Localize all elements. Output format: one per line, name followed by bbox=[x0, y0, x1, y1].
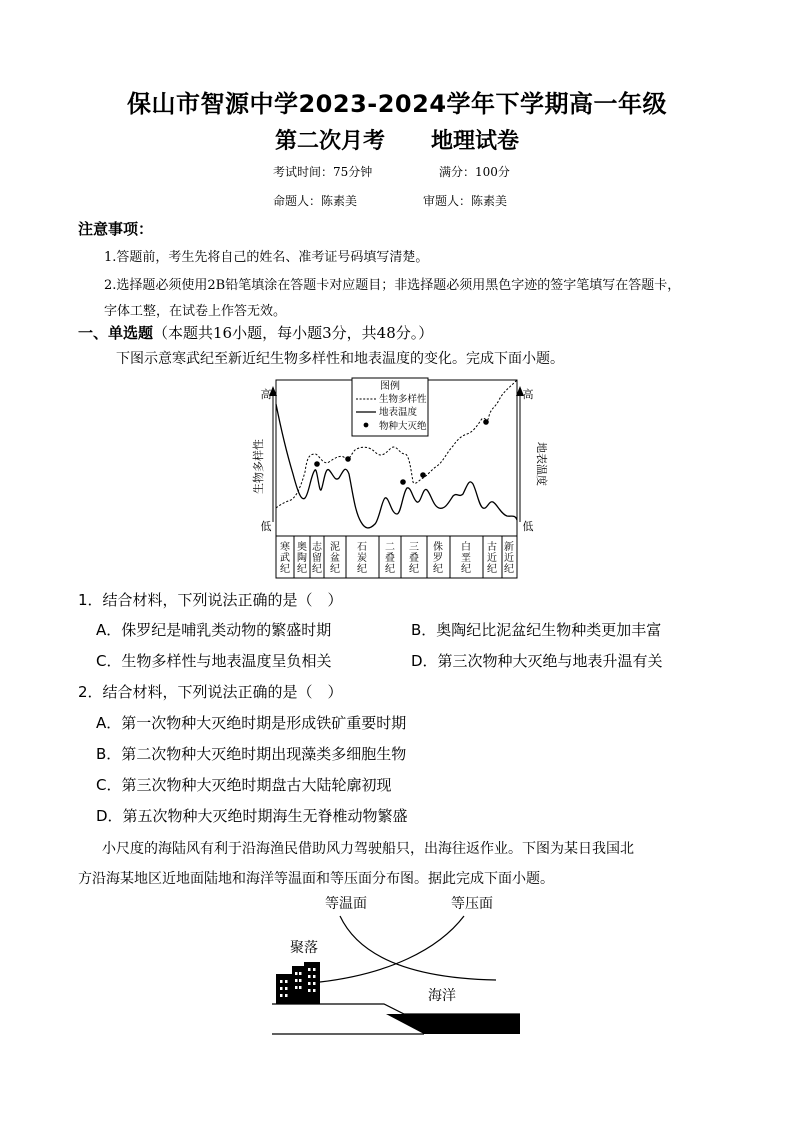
left-axis-low: 低 bbox=[260, 520, 272, 533]
period-label: 新近纪 bbox=[504, 542, 514, 575]
question-2-option-b[interactable]: B．第二次物种大灭绝时期出现藻类多细胞生物 bbox=[96, 745, 407, 763]
right-axis-label: 地表温度 bbox=[535, 442, 548, 486]
notice-item-2-line2: 字体工整，在试卷上作答无效。 bbox=[104, 304, 287, 319]
subject-name: 地理试卷 bbox=[431, 129, 520, 154]
period-label: 二叠纪 bbox=[385, 542, 395, 575]
notice-heading: 注意事项： bbox=[78, 220, 154, 238]
question-2-option-c[interactable]: C．第三次物种大灭绝时期盘古大陆轮廓初现 bbox=[96, 776, 392, 794]
exam-title-line2 bbox=[0, 124, 794, 155]
right-axis-low: 低 bbox=[522, 520, 534, 533]
isotherm-curve bbox=[340, 916, 496, 980]
period-label: 古近纪 bbox=[487, 542, 497, 575]
isobar-curve bbox=[320, 916, 464, 982]
ocean-label: 海洋 bbox=[428, 988, 456, 1004]
isobar-label: 等压面 bbox=[451, 896, 493, 912]
question-1-stem: 1．结合材料，下列说法正确的是（ ） bbox=[78, 591, 343, 609]
question-reviewer: 审题人：陈素美 bbox=[423, 194, 508, 208]
legend-extinction-swatch bbox=[364, 423, 369, 428]
legend-temperature-label: 地表温度 bbox=[379, 407, 418, 418]
settlement-label: 聚落 bbox=[290, 940, 318, 956]
exam-time: 考试时间：75分钟 bbox=[273, 165, 373, 179]
extinction-event bbox=[314, 461, 320, 467]
figure1-legend bbox=[352, 378, 428, 436]
isotherm-label: 等温面 bbox=[325, 896, 367, 912]
notice-item-2-line1: 2.选择题必须使用2B铅笔填涂在答题卡对应题目；非选择题必须用黑色字迹的签字笔填写在答题卡， bbox=[104, 278, 681, 293]
right-axis-high: 高 bbox=[522, 388, 534, 401]
period-label: 白垩纪 bbox=[461, 542, 471, 575]
passage-2-line1: 小尺度的海陆风有利于沿海渔民借助风力驾驶船只，出海往返作业。下图为某日我国北 bbox=[102, 841, 634, 857]
question-1-option-a[interactable]: A．侏罗纪是哺乳类动物的繁盛时期 bbox=[96, 621, 332, 639]
section-heading-label: 一、单选题 bbox=[78, 324, 154, 342]
question-setter: 命题人：陈素美 bbox=[273, 194, 358, 208]
period-label: 侏罗纪 bbox=[433, 542, 443, 575]
period-label: 三叠纪 bbox=[409, 542, 419, 575]
period-labels bbox=[280, 540, 514, 575]
extinction-event bbox=[345, 456, 351, 462]
ground-surface-line bbox=[272, 1004, 520, 1014]
question-2-option-a[interactable]: A．第一次物种大灭绝时期是形成铁矿重要时期 bbox=[96, 714, 407, 732]
exam-name: 第二次月考 bbox=[274, 129, 385, 154]
exam-title-line1: 保山市智源中学2023-2024学年下学期高一年级 bbox=[126, 90, 668, 118]
legend-diversity-label: 生物多样性 bbox=[379, 394, 427, 405]
question-1-option-c[interactable]: C．生物多样性与地表温度呈负相关 bbox=[96, 652, 332, 670]
period-label: 志留纪 bbox=[312, 542, 322, 575]
question-2-option-d[interactable]: D．第五次物种大灭绝时期海生无脊椎动物繁盛 bbox=[96, 807, 408, 825]
period-label: 泥盆纪 bbox=[330, 542, 340, 575]
period-label: 奥陶纪 bbox=[297, 542, 307, 575]
extinction-event bbox=[483, 419, 489, 425]
question-1-option-d[interactable]: D．第三次物种大灭绝与地表升温有关 bbox=[411, 652, 663, 670]
notice-item-1: 1.答题前，考生先将自己的姓名、准考证号码填写清楚。 bbox=[104, 250, 429, 265]
section-heading-rule: （本题共16小题，每小题3分，共48分。） bbox=[153, 324, 434, 342]
full-score: 满分：100分 bbox=[439, 165, 510, 179]
settlement-buildings bbox=[276, 962, 320, 1004]
left-axis-high: 高 bbox=[260, 388, 272, 401]
period-label: 石炭纪 bbox=[357, 542, 367, 575]
figure1-intro: 下图示意寒武纪至新近纪生物多样性和地表温度的变化。完成下面小题。 bbox=[116, 351, 564, 367]
left-axis-label: 生物多样性 bbox=[252, 439, 265, 494]
isotherm-isobar-figure bbox=[268, 890, 528, 1040]
extinction-event bbox=[420, 472, 426, 478]
period-label: 寒武纪 bbox=[280, 542, 290, 575]
legend-title: 图例 bbox=[380, 381, 400, 392]
question-1-option-b[interactable]: B．奥陶纪比泥盆纪生物种类更加丰富 bbox=[411, 621, 662, 639]
section-heading bbox=[78, 322, 433, 343]
legend-extinction-label: 物种大灭绝 bbox=[379, 421, 427, 432]
passage-2-line2: 方沿海某地区近地面陆地和海洋等温面和等压面分布图。据此完成下面小题。 bbox=[78, 871, 554, 887]
ocean-water bbox=[386, 1014, 520, 1034]
biodiversity-temperature-figure bbox=[245, 374, 548, 580]
extinction-event bbox=[400, 479, 406, 485]
question-2-stem: 2．结合材料，下列说法正确的是（ ） bbox=[78, 683, 343, 701]
